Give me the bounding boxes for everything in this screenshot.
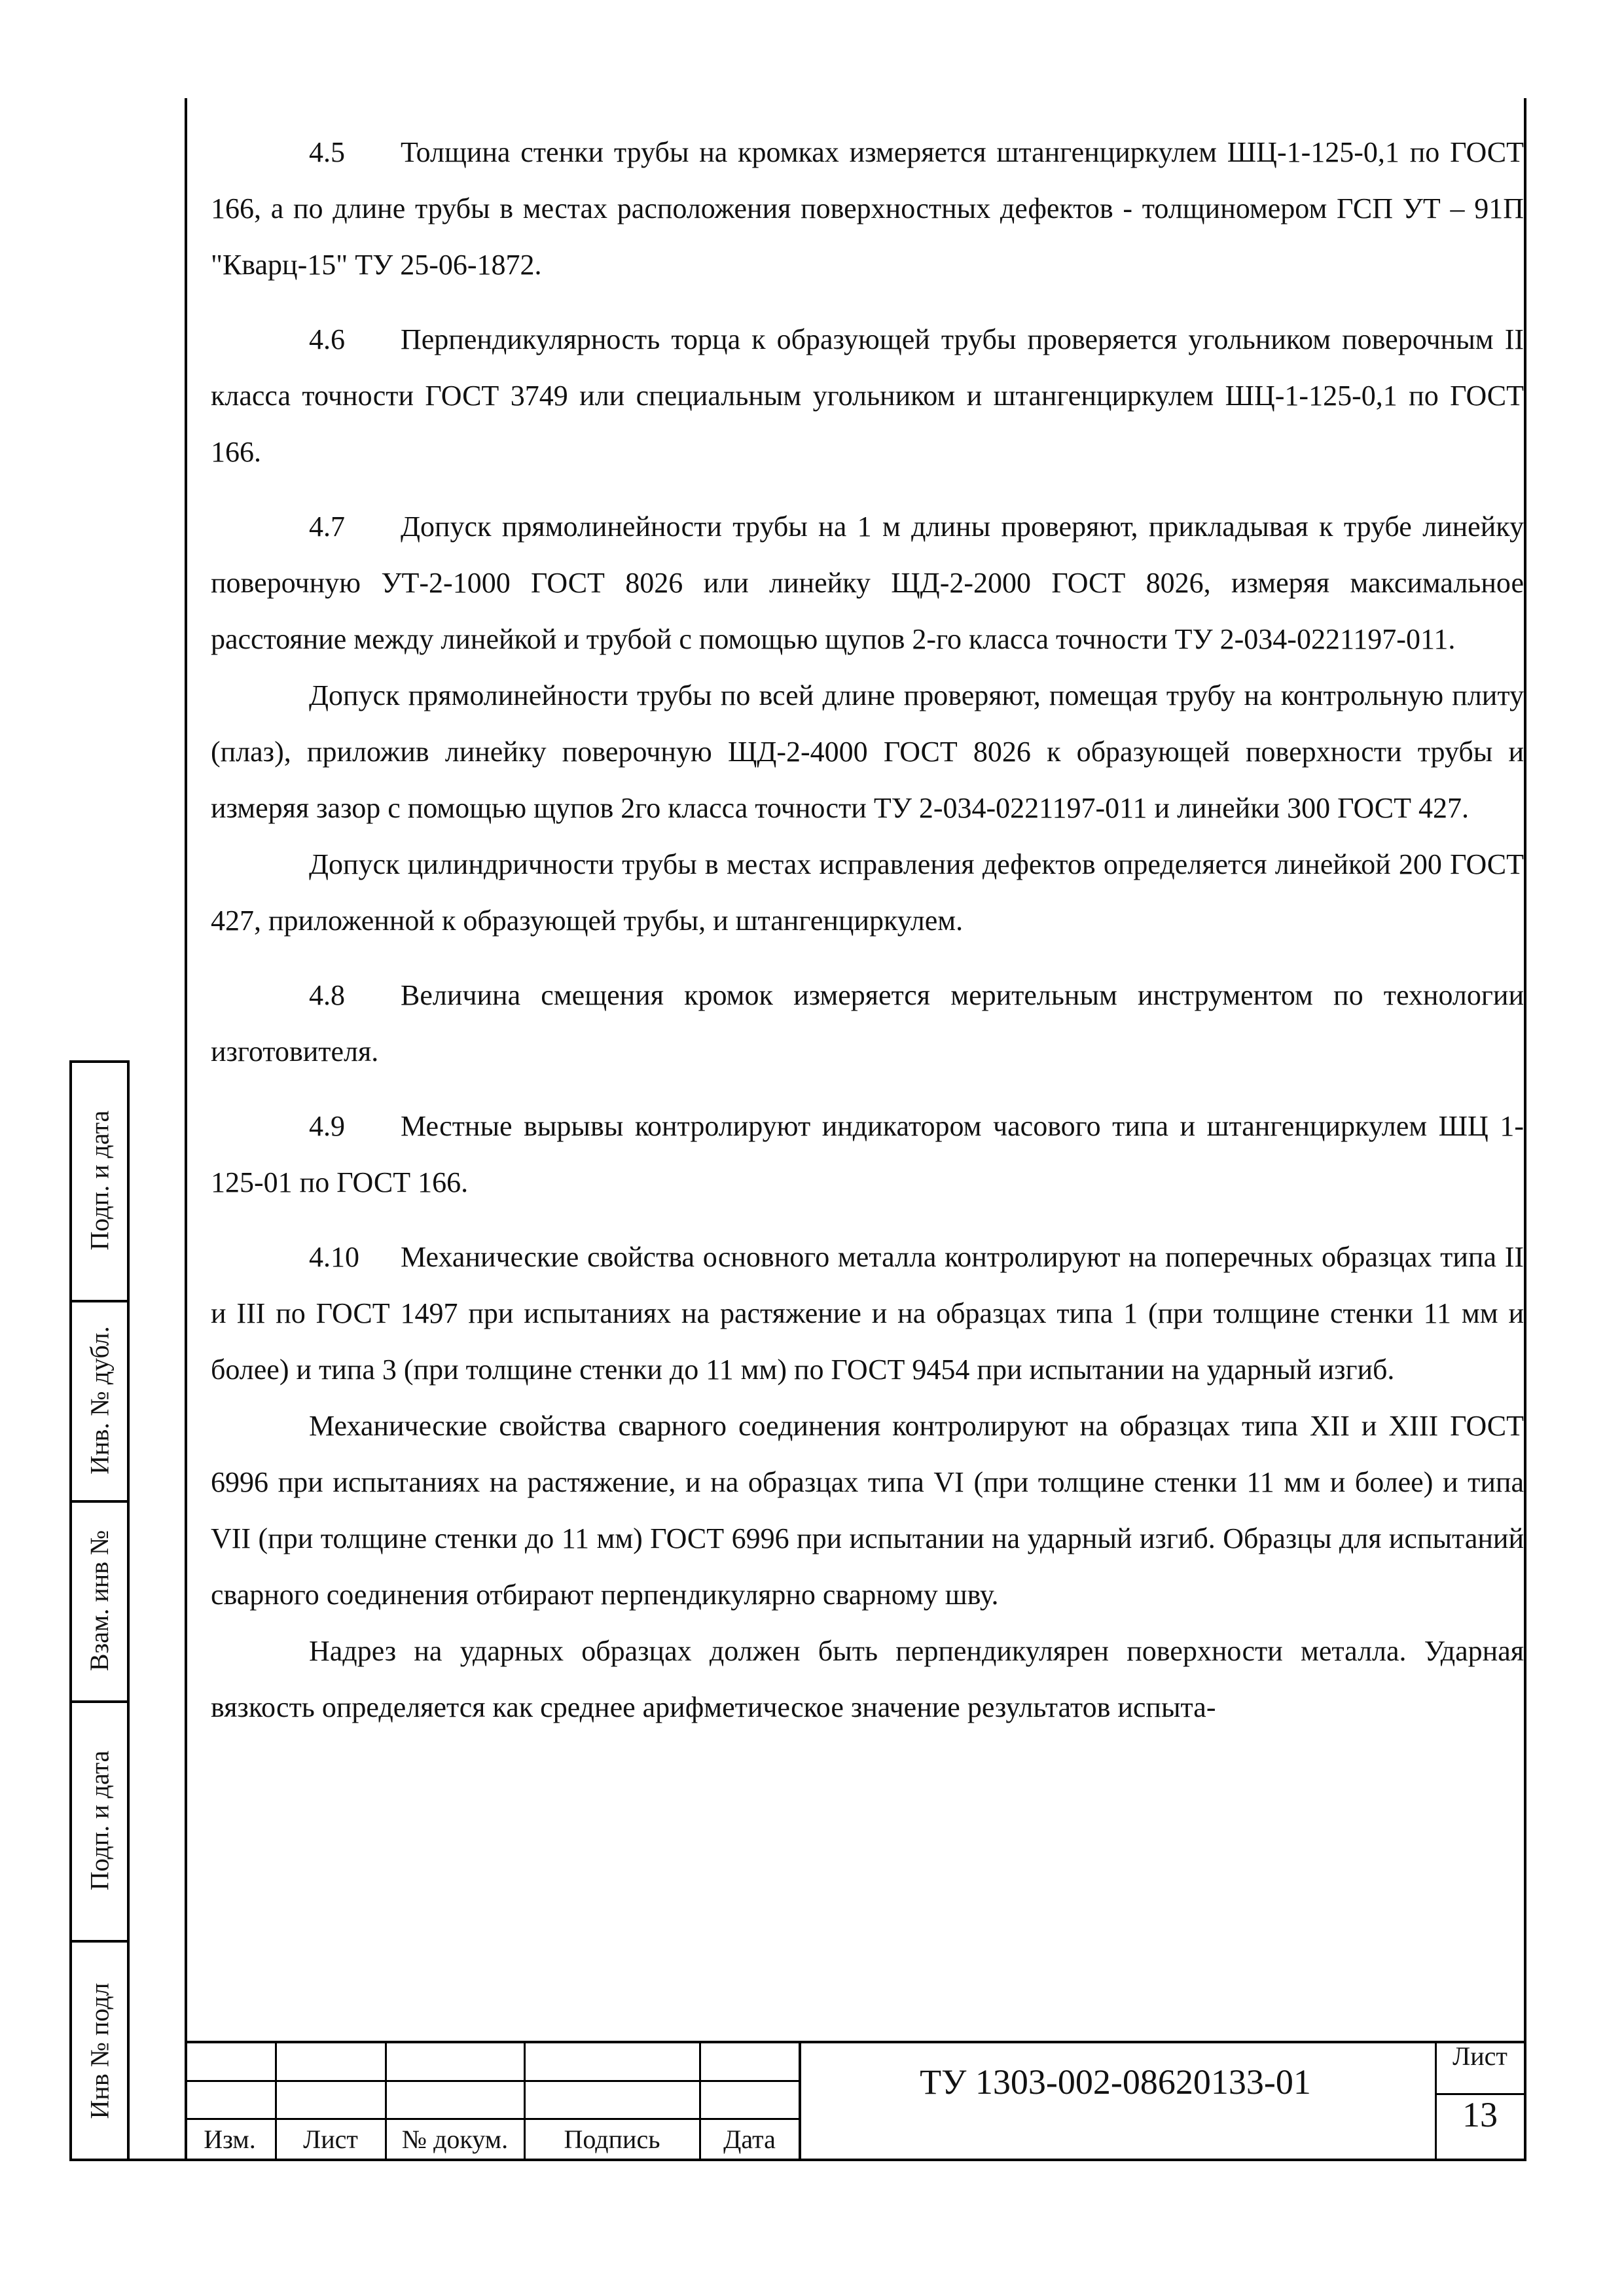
- paragraph: [211, 668, 1524, 836]
- paragraph-text: Допуск цилиндричности трубы в местах исправления дефектов определяется линейкой 200 ГОСТ 427, приложенной к образующей трубы, и штангенциркулем.: [211, 848, 1524, 937]
- side-label-text: Подп. и дата: [84, 1750, 115, 1890]
- paragraph-text: Местные вырывы контролируют индикатором часового типа и штангенциркулем ШЦ 1-125-01 по ГОСТ 166.: [211, 1110, 1524, 1198]
- side-label-replace-inv: [69, 1500, 130, 1700]
- paragraph-text: Надрез на ударных образцах должен быть перпендикулярен поверхности металла. Ударная вязкость определяется как среднее арифметическое значение результатов испыта-: [211, 1635, 1524, 1723]
- clause-number: 4.8: [309, 979, 345, 1011]
- clause-number: 4.6: [309, 323, 345, 355]
- paragraph: [211, 967, 1524, 1080]
- paragraph-text: Перпендикулярность торца к образующей трубы проверяется угольником поверочным II класса точности ГОСТ 3749 или специальным угольником и штангенциркулем ШЦ-1-125-0,1 по ГОСТ 166.: [211, 323, 1524, 468]
- col-sheet-label: Лист: [303, 2124, 358, 2154]
- paragraph-text: Величина смещения кромок измеряется мерительным инструментом по технологии изготовителя.: [211, 979, 1524, 1067]
- document-body: [211, 124, 1524, 1736]
- clause-number: 4.9: [309, 1110, 345, 1142]
- col-date-label: Дата: [723, 2124, 776, 2154]
- frame-right-line: [1524, 98, 1526, 2161]
- paragraph: [211, 1398, 1524, 1623]
- clause-number: 4.10: [309, 1241, 359, 1273]
- side-label-original-inv: [69, 1940, 130, 2161]
- paragraph: [211, 836, 1524, 949]
- paragraph: [211, 499, 1524, 668]
- paragraph: [211, 1623, 1524, 1736]
- frame-left-line: [185, 98, 187, 2161]
- col-change-label: Изм.: [204, 2124, 256, 2154]
- paragraph-text: Механические свойства основного металла контролируют на поперечных образцах типа II и III по ГОСТ 1497 при испытаниях на растяжение и на образцах типа 1 (при толщине стенки 11 мм и более) и типа 3 (при толщине стенки до 11 мм) по ГОСТ 9454 при испытании на ударный изгиб.: [211, 1241, 1524, 1386]
- side-stamp: [69, 1060, 130, 2161]
- paragraph-text: Механические свойства сварного соединения контролируют на образцах типа XII и XIII ГОСТ 6996 при испытаниях на растяжение, и на образцах типа VI (при толщине стенки 11 мм и более) и типа VII (при толщине стенки до 11 мм) ГОСТ 6996 при испытании на ударный изгиб. Образцы для испытаний сварного соединения отбирают перпендикулярно сварному шву.: [211, 1410, 1524, 1611]
- title-block-row-line: [185, 2080, 800, 2082]
- paragraph-text: Толщина стенки трубы на кромках измеряется штангенциркулем ШЦ-1-125-0,1 по ГОСТ 166, а по длине трубы в местах расположения поверхностных дефектов - толщиномером ГСП УТ – 91П "Кварц-15" ТУ 25-06-1872.: [211, 136, 1524, 281]
- paragraph: [211, 312, 1524, 480]
- side-label-text: Взам. инв №: [84, 1530, 115, 1671]
- paragraph-text: Допуск прямолинейности трубы по всей длине проверяют, помещая трубу на контрольную плиту (плаз), приложив линейку поверочную ЩД-2-4000 ГОСТ 8026 к образующей поверхности трубы и измеряя зазор с помощью щупов 2го класса точности ТУ 2-034-0221197-011 и линейки 300 ГОСТ 427.: [211, 679, 1524, 824]
- side-label-signature-date-2: [69, 1700, 130, 1940]
- paragraph-text: Допуск прямолинейности трубы на 1 м длины проверяют, прикладывая к трубе линейку поверочную УТ-2-1000 ГОСТ 8026 или линейку ЩД-2-2000 ГОСТ 8026, измеряя максимальное расстояние между линейкой и трубой с помощью щупов 2-го класса точности ТУ 2-034-0221197-011.: [211, 511, 1524, 655]
- document-code: ТУ 1303-002-08620133-01: [920, 2062, 1311, 2102]
- paragraph: [211, 124, 1524, 293]
- side-label-text: Подп. и дата: [84, 1110, 115, 1250]
- side-label-text: Инв. № дубл.: [84, 1325, 115, 1475]
- side-label-text: Инв № подл: [84, 1982, 115, 2119]
- clause-number: 4.7: [309, 511, 345, 543]
- sheet-number: 13: [1462, 2095, 1498, 2134]
- side-label-duplicate-inv: [69, 1300, 130, 1500]
- col-signature-label: Подпись: [564, 2124, 660, 2154]
- frame-bottom-line: [69, 2159, 1526, 2161]
- col-doc-number-label: № докум.: [401, 2124, 509, 2154]
- side-label-signature-date-1: [69, 1060, 130, 1300]
- paragraph: [211, 1098, 1524, 1211]
- paragraph: [211, 1229, 1524, 1398]
- sheet-label: Лист: [1453, 2041, 1507, 2071]
- clause-number: 4.5: [309, 136, 345, 168]
